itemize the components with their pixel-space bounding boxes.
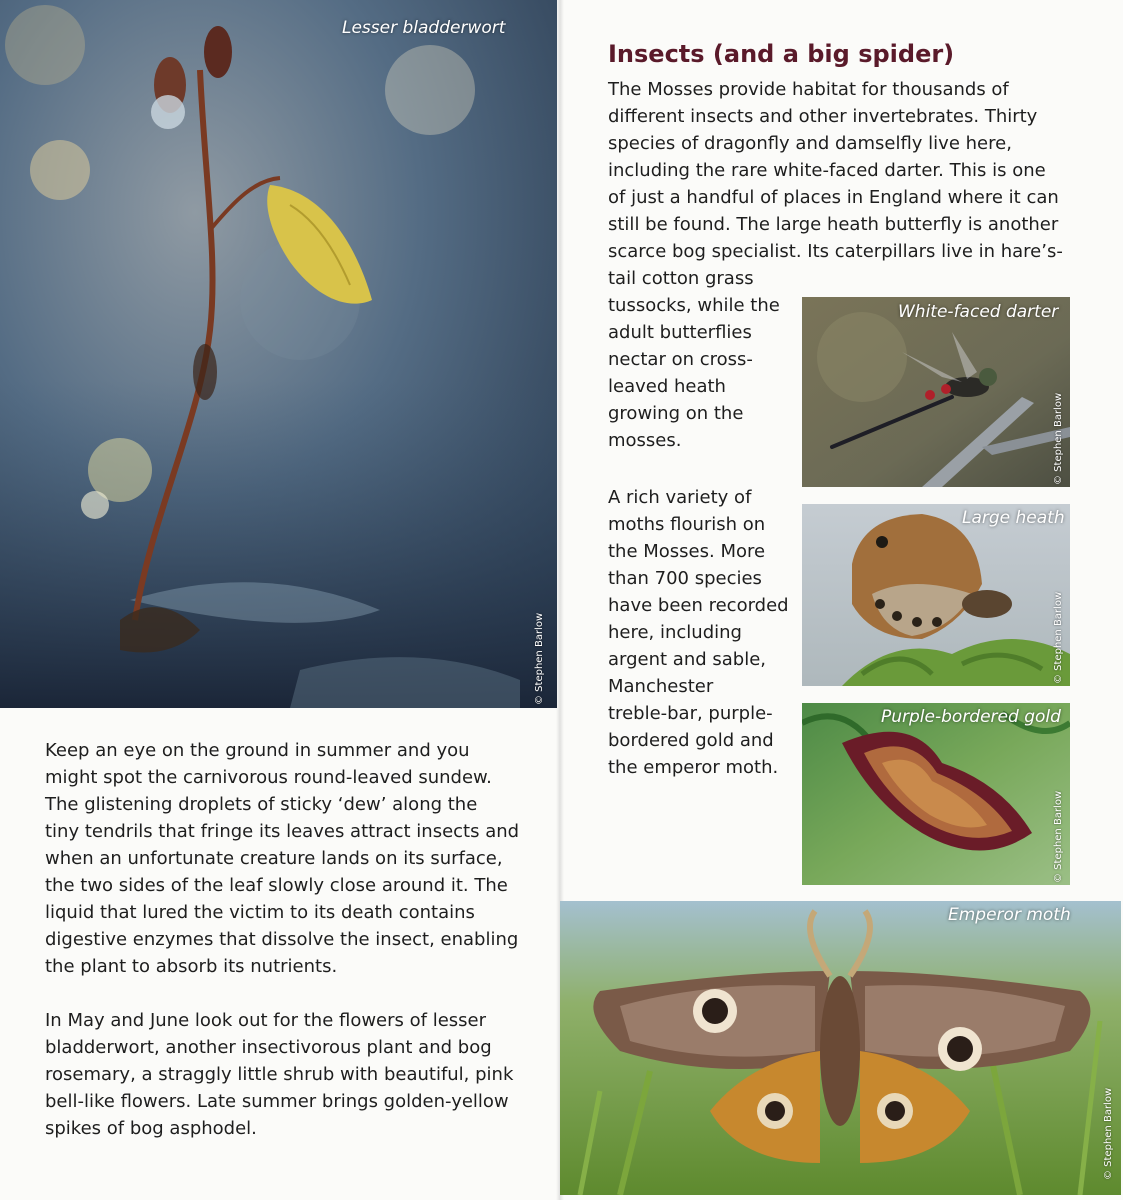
darter-caption: White-faced darter: [898, 302, 1059, 322]
text-line: leaved heath: [608, 376, 726, 397]
text-line: the Mosses. More: [608, 541, 766, 562]
text-line: tail cotton grass: [608, 268, 754, 289]
text-line: growing on the: [608, 403, 744, 424]
gold-caption: Purple-bordered gold: [881, 707, 1061, 727]
text-line: scarce bog specialist. Its caterpillars live in hare’s-: [608, 241, 1063, 262]
text-line: treble-bar, purple-: [608, 703, 773, 724]
emperor-credit: © Stephen Barlow: [1103, 1087, 1114, 1180]
text-line: than 700 species: [608, 568, 762, 589]
text-line: the emperor moth.: [608, 757, 779, 778]
bladderwort-photo: [0, 0, 557, 708]
text-line: different insects and other invertebrates. Thirty: [608, 106, 1038, 127]
text-line: mosses.: [608, 430, 682, 451]
text-line: here, including: [608, 622, 742, 643]
darter-credit: © Stephen Barlow: [1053, 392, 1064, 485]
text-line: tussocks, while the: [608, 295, 780, 316]
heath-caption: Large heath: [962, 508, 1065, 528]
text-line: A rich variety of: [608, 487, 752, 508]
text-line: including the rare white-faced darter. This is one: [608, 160, 1046, 181]
text-line: might spot the carnivorous round-leaved sundew.: [45, 767, 492, 788]
darter-photo: [802, 297, 1070, 487]
text-line: moths flourish on: [608, 514, 766, 535]
text-line: nectar on cross-: [608, 349, 753, 370]
bladderwort-paragraph: [45, 1007, 545, 1142]
left-text-block: [45, 737, 545, 1142]
text-line: liquid that lured the victim to its death contains: [45, 902, 475, 923]
sundew-paragraph: [45, 737, 545, 980]
text-line: digestive enzymes that dissolve the insect, enabling: [45, 929, 519, 950]
heath-photo: [802, 504, 1070, 686]
text-line: tiny tendrils that fringe its leaves attract insects and: [45, 821, 520, 842]
text-line: The glistening droplets of sticky ‘dew’ along the: [45, 794, 478, 815]
bladderwort-caption: Lesser bladderwort: [342, 18, 506, 38]
text-line: bladderwort, another insectivorous plant and bog: [45, 1037, 492, 1058]
text-line: Keep an eye on the ground in summer and you: [45, 740, 470, 761]
text-line: rosemary, a straggly little shrub with beautiful, pink: [45, 1064, 514, 1085]
text-line: spikes of bog asphodel.: [45, 1118, 257, 1139]
emperor-photo: [560, 901, 1121, 1195]
text-line: of just a handful of places in England where it can: [608, 187, 1059, 208]
text-line: have been recorded: [608, 595, 789, 616]
intro-paragraph: [608, 76, 1108, 292]
heath-paragraph: [608, 292, 793, 454]
text-line: In May and June look out for the flowers of lesser: [45, 1010, 487, 1031]
text-line: the plant to absorb its nutrients.: [45, 956, 338, 977]
text-line: the two sides of the leaf slowly close around it. The: [45, 875, 508, 896]
emperor-caption: Emperor moth: [948, 905, 1071, 925]
heath-credit: © Stephen Barlow: [1053, 591, 1064, 684]
gold-photo: [802, 703, 1070, 885]
gold-credit: © Stephen Barlow: [1053, 790, 1064, 883]
text-line: when an unfortunate creature lands on its surface,: [45, 848, 503, 869]
text-line: bordered gold and: [608, 730, 774, 751]
text-line: The Mosses provide habitat for thousands of: [608, 79, 1009, 100]
text-line: argent and sable,: [608, 649, 767, 670]
moths-paragraph: [608, 484, 798, 781]
text-line: bell-like flowers. Late summer brings golden-yellow: [45, 1091, 509, 1112]
bladderwort-credit: © Stephen Barlow: [534, 612, 545, 705]
text-line: Manchester: [608, 676, 714, 697]
section-title: Insects (and a big spider): [608, 40, 955, 68]
text-line: adult butterflies: [608, 322, 752, 343]
text-line: still be found. The large heath butterfly is another: [608, 214, 1059, 235]
text-line: species of dragonfly and damselfly live here,: [608, 133, 1012, 154]
